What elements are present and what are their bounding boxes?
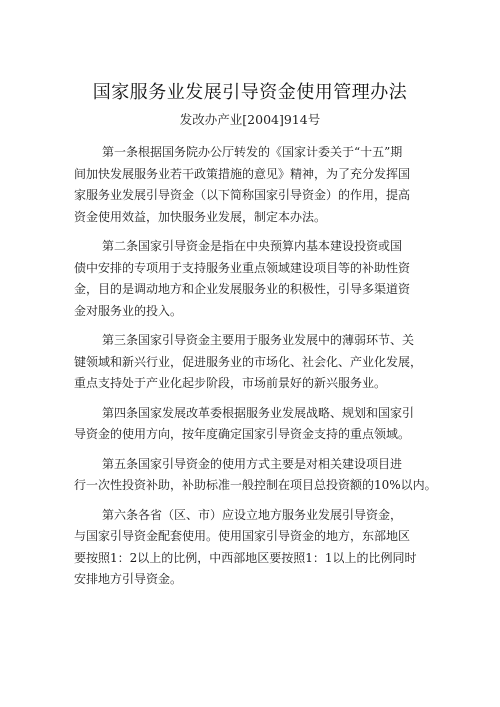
document-title: 国家服务业发展引导资金使用管理办法 — [92, 82, 408, 103]
article-line: 债中安排的专项用于支持服务业重点领域建设项目等的补助性资 — [74, 260, 411, 275]
article-2 — [74, 236, 463, 322]
document-number: 发改办产业[2004]914号 — [179, 112, 321, 127]
article-line: 与国家引导资金配套使用。使用国家引导资金的地方，东部地区 — [74, 529, 411, 543]
article-line: 第五条国家引导资金的使用方式主要是对相关建设项目进 — [102, 456, 403, 471]
article-line: 第六条各省（区、市）应设立地方服务业发展引导资金， — [102, 507, 403, 522]
article-line: 重点支持处于产业化起步阶段，市场前景好的新兴服务业。 — [74, 376, 387, 390]
article-5 — [74, 454, 463, 497]
article-6 — [74, 505, 463, 591]
article-line: 键领域和新兴行业，促进服务业的市场化、社会化、产业化发展， — [74, 354, 423, 369]
article-line: 导资金的使用方向，按年度确定国家引导资金支持的重点领域。 — [74, 427, 411, 441]
article-line: 要按照1：2以上的比例，中西部地区要按照1：1以上的比例同时 — [74, 550, 417, 565]
article-line: 行一次性投资补助，补助标准一般控制在项目总投资额的10%以内。 — [74, 478, 437, 492]
article-line: 间加快发展服务业若干政策措施的意见》精神，为了充分发挥国 — [74, 166, 411, 181]
article-3 — [74, 330, 463, 395]
article-line: 第三条国家引导资金主要用于服务业发展中的薄弱环节、关 — [102, 333, 415, 347]
article-line: 第二条国家引导资金是指在中央预算内基本建设投资或国 — [102, 239, 403, 253]
article-line: 金，目的是调动地方和企业发展服务业的积极性，引导多渠道资 — [74, 282, 411, 296]
article-line: 资金使用效益，加快服务业发展，制定本办法。 — [74, 209, 327, 224]
article-1 — [74, 142, 463, 228]
article-line: 家服务业发展引导资金（以下简称国家引导资金）的作用，提高 — [74, 188, 411, 202]
article-line: 安排地方引导资金。 — [74, 572, 183, 586]
article-line: 金对服务业的投入。 — [74, 303, 183, 318]
document-body — [74, 142, 463, 599]
article-4 — [74, 403, 463, 446]
article-line: 第四条国家发展改革委根据服务业发展战略、规划和国家引 — [102, 405, 415, 420]
article-line: 第一条根据国务院办公厅转发的《国家计委关于“十五”期 — [102, 145, 403, 159]
